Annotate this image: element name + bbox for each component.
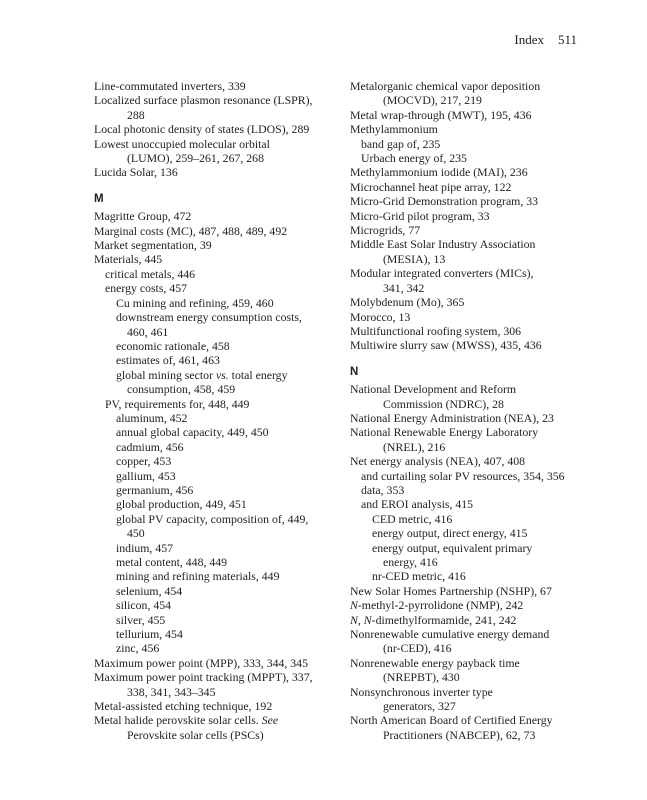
index-entry-continuation: Practitioners (NABCEP), 62, 73 [383,727,536,742]
index-entry-continuation: 338, 341, 343–345 [127,684,216,699]
running-header [514,32,577,48]
index-entry-continuation: (MESIA), 13 [383,251,446,266]
index-subentry: critical metals, 446 [105,266,196,281]
index-entry: Maximum power point tracking (MPPT), 337, [94,670,313,685]
index-entry: Middle East Solar Industry Association [350,237,536,252]
index-subentry: gallium, 453 [116,468,176,483]
index-entry-continuation: (nr-CED), 416 [383,641,452,656]
index-subentry: and curtailing solar PV resources, 354, 356 [361,468,565,483]
index-entry-continuation: (LUMO), 259–261, 267, 268 [127,151,264,166]
index-entry-continuation: Commission (NDRC), 28 [383,396,504,411]
index-entry: Lucida Solar, 136 [94,165,178,180]
index-entry: N-methyl-2-pyrrolidone (NMP), 242 [350,598,524,613]
index-subentry: CED metric, 416 [372,511,453,526]
index-entry: Molybdenum (Mo), 365 [350,295,465,310]
index-entry: Methylammonium iodide (MAI), 236 [350,165,528,180]
index-entry: National Renewable Energy Laboratory [350,425,539,440]
header-title: Index [514,32,544,47]
index-entry: Micro-Grid pilot program, 33 [350,208,490,223]
index-entry-continuation: 460, 461 [127,324,169,339]
index-entry: Metal-assisted etching technique, 192 [94,699,273,714]
index-subentry: nr-CED metric, 416 [372,569,466,584]
index-entry: Line-commutated inverters, 339 [94,79,246,93]
index-entry-continuation: (MOCVD), 217, 219 [383,93,482,108]
index-subentry: annual global capacity, 449, 450 [116,425,269,440]
index-subentry: estimates of, 461, 463 [116,353,220,368]
index-entry: Nonrenewable cumulative energy demand [350,627,550,642]
index-subentry: energy output, direct energy, 415 [372,526,528,541]
index-entry: Magritte Group, 472 [94,209,192,224]
index-entry: Microchannel heat pipe array, 122 [350,179,512,194]
index-entry: N, N-dimethylformamide, 241, 242 [350,612,517,627]
index-entry: Micro-Grid Demonstration program, 33 [350,194,539,209]
index-subentry: energy costs, 457 [105,281,188,296]
index-subentry: cadmium, 456 [116,439,184,454]
index-subentry: silicon, 454 [116,598,172,613]
index-subentry: germanium, 456 [116,482,194,497]
index-subentry: PV, requirements for, 448, 449 [105,396,250,411]
index-entry: National Energy Administration (NEA), 23 [350,410,554,425]
index-entry-continuation: (NREL), 216 [383,439,446,454]
index-entry: Multifunctional roofing system, 306 [350,323,522,338]
index-entry-continuation: 288 [127,107,145,122]
index-subentry: downstream energy consumption costs, [116,310,302,325]
index-entry: Marginal costs (MC), 487, 488, 489, 492 [94,223,288,238]
index-subentry: Urbach energy of, 235 [361,151,467,166]
index-subentry: global PV capacity, composition of, 449, [116,511,309,526]
index-entry: Market segmentation, 39 [94,238,212,253]
section-letter-heading: M [94,192,104,205]
index-entry: Local photonic density of states (LDOS), 289 [94,122,310,137]
index-entry: Metal halide perovskite solar cells. See [94,713,279,728]
index-subentry: mining and refining materials, 449 [116,569,280,584]
index-subentry: indium, 457 [116,540,174,555]
index-entry: New Solar Homes Partnership (NSHP), 67 [350,583,552,598]
index-subentry: metal content, 448, 449 [116,555,228,569]
index-entry-continuation: (NREPBT), 430 [383,670,460,685]
index-subentry: tellurium, 454 [116,627,183,642]
index-entry-continuation: Perovskite solar cells (PSCs) [127,727,264,742]
index-entry: Nonrenewable energy payback time [350,655,520,670]
index-entry: National Development and Reform [350,382,517,397]
index-entry: Methylammonium [350,122,438,137]
page-number: 511 [557,32,577,47]
index-subentry: zinc, 456 [116,641,160,656]
index-column-left [94,79,334,742]
index-entry: Lowest unoccupied molecular orbital [94,136,270,151]
index-entry: Morocco, 13 [350,309,411,324]
index-entry: Materials, 445 [94,252,163,267]
index-entry-continuation: consumption, 458, 459 [127,382,236,397]
index-subentry: aluminum, 452 [116,410,188,425]
index-subentry: energy output, equivalent primary [372,540,533,555]
index-subentry: selenium, 454 [116,583,183,598]
index-subentry: Cu mining and refining, 459, 460 [116,295,274,310]
index-entry: Net energy analysis (NEA), 407, 408 [350,454,526,469]
index-subentry: global production, 449, 451 [116,497,247,512]
index-subentry: data, 353 [361,482,405,497]
index-subentry: and EROI analysis, 415 [361,497,474,512]
index-entry: Localized surface plasmon resonance (LSPR), [94,93,313,108]
index-subentry: copper, 453 [116,454,172,469]
index-entry-continuation: 450 [127,526,145,541]
index-entry-continuation: energy, 416 [383,555,438,569]
index-entry: Modular integrated converters (MICs), [350,266,534,281]
index-subentry: global mining sector vs. total energy [116,367,288,382]
index-entry: Metal wrap-through (MWT), 195, 436 [350,107,532,122]
index-entry: Nonsynchronous inverter type [350,684,493,699]
index-entry: North American Board of Certified Energy [350,713,553,728]
index-subentry: economic rationale, 458 [116,338,230,353]
index-entry-continuation: 341, 342 [383,280,425,295]
index-subentry: band gap of, 235 [361,136,441,151]
index-column-right [350,79,595,742]
section-letter-heading: N [350,365,359,378]
index-entry: Metalorganic chemical vapor deposition [350,79,541,93]
index-entry: Multiwire slurry saw (MWSS), 435, 436 [350,338,542,353]
index-entry: Microgrids, 77 [350,223,421,238]
index-subentry: silver, 455 [116,612,166,627]
index-entry: Maximum power point (MPP), 333, 344, 345 [94,655,308,670]
index-entry-continuation: generators, 327 [383,699,456,714]
